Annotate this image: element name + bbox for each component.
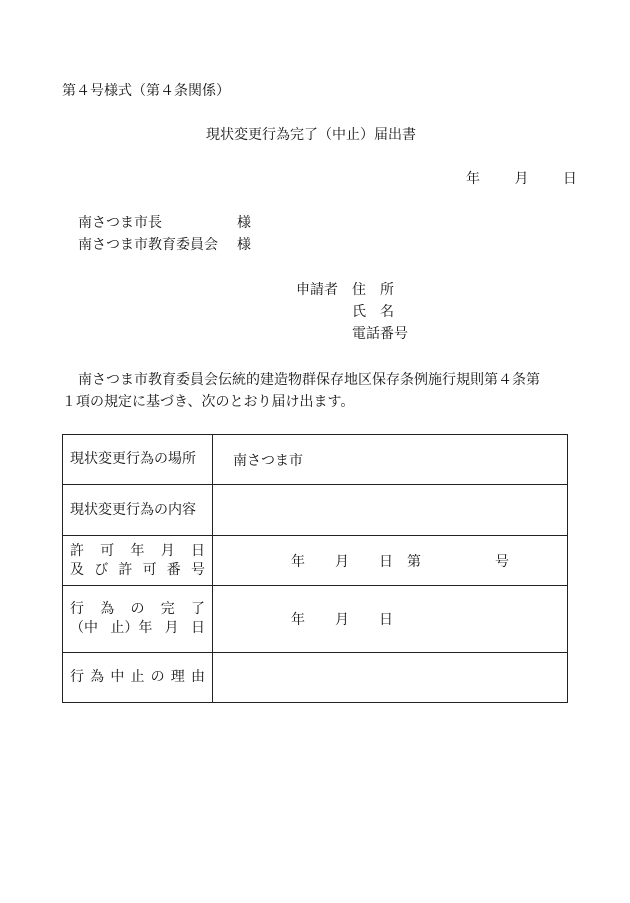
row-completion-label: 行 為 の 完 了 （中 止）年 月 日 [63,586,213,653]
document-title: 現状変更行為完了（中止）届出書 [206,127,416,143]
row-permit-label: 許 可 年 月 日 及 び 許 可 番 号 [63,536,213,586]
row-location-label: 現状変更行為の場所 [63,435,213,485]
form-number: 第４号様式（第４条関係） [62,83,230,99]
permit-go: 号 [495,553,509,570]
addressee-board: 南さつま市教育委員会 [78,237,218,253]
row-permit-value [213,536,568,586]
date-day: 日 [562,171,577,187]
row-content-value [213,485,568,536]
applicant-phone-label: 電話番号 [352,326,408,342]
applicant-label: 申請者 [296,282,338,298]
row-content-label: 現状変更行為の内容 [63,485,213,536]
date-month: 月 [514,171,529,187]
table-row [63,485,568,536]
permit-month: 月 [335,553,349,570]
submission-date [466,172,577,186]
applicant-address-label: 住 所 [352,282,394,298]
addressee-mayor: 南さつま市長 [78,215,162,231]
row-location-value: 南さつま市 [213,435,568,485]
date-year: 年 [466,171,480,187]
notification-table [62,434,568,703]
addressee-board-honorific: 様 [237,237,251,253]
table-row [63,586,568,653]
completion-day: 日 [379,612,393,628]
row-reason-value [213,653,568,703]
addressee-mayor-honorific: 様 [237,215,251,231]
completion-month: 月 [335,612,349,628]
row-reason-label: 行 為 中 止 の 理 由 [63,653,213,703]
completion-year: 年 [291,612,305,628]
permit-year: 年 [291,553,305,570]
table-row [63,653,568,703]
permit-day: 日 [379,553,393,570]
body-text-line2: １項の規定に基づき、次のとおり届け出ます。 [62,394,355,410]
row-completion-value [213,586,568,653]
permit-dai: 第 [407,553,421,570]
table-row [63,435,568,485]
body-text-line1: 南さつま市教育委員会伝統的建造物群保存地区保存条例施行規則第４条第 [78,372,540,388]
table-row [63,536,568,586]
applicant-name-label: 氏 名 [352,304,394,320]
